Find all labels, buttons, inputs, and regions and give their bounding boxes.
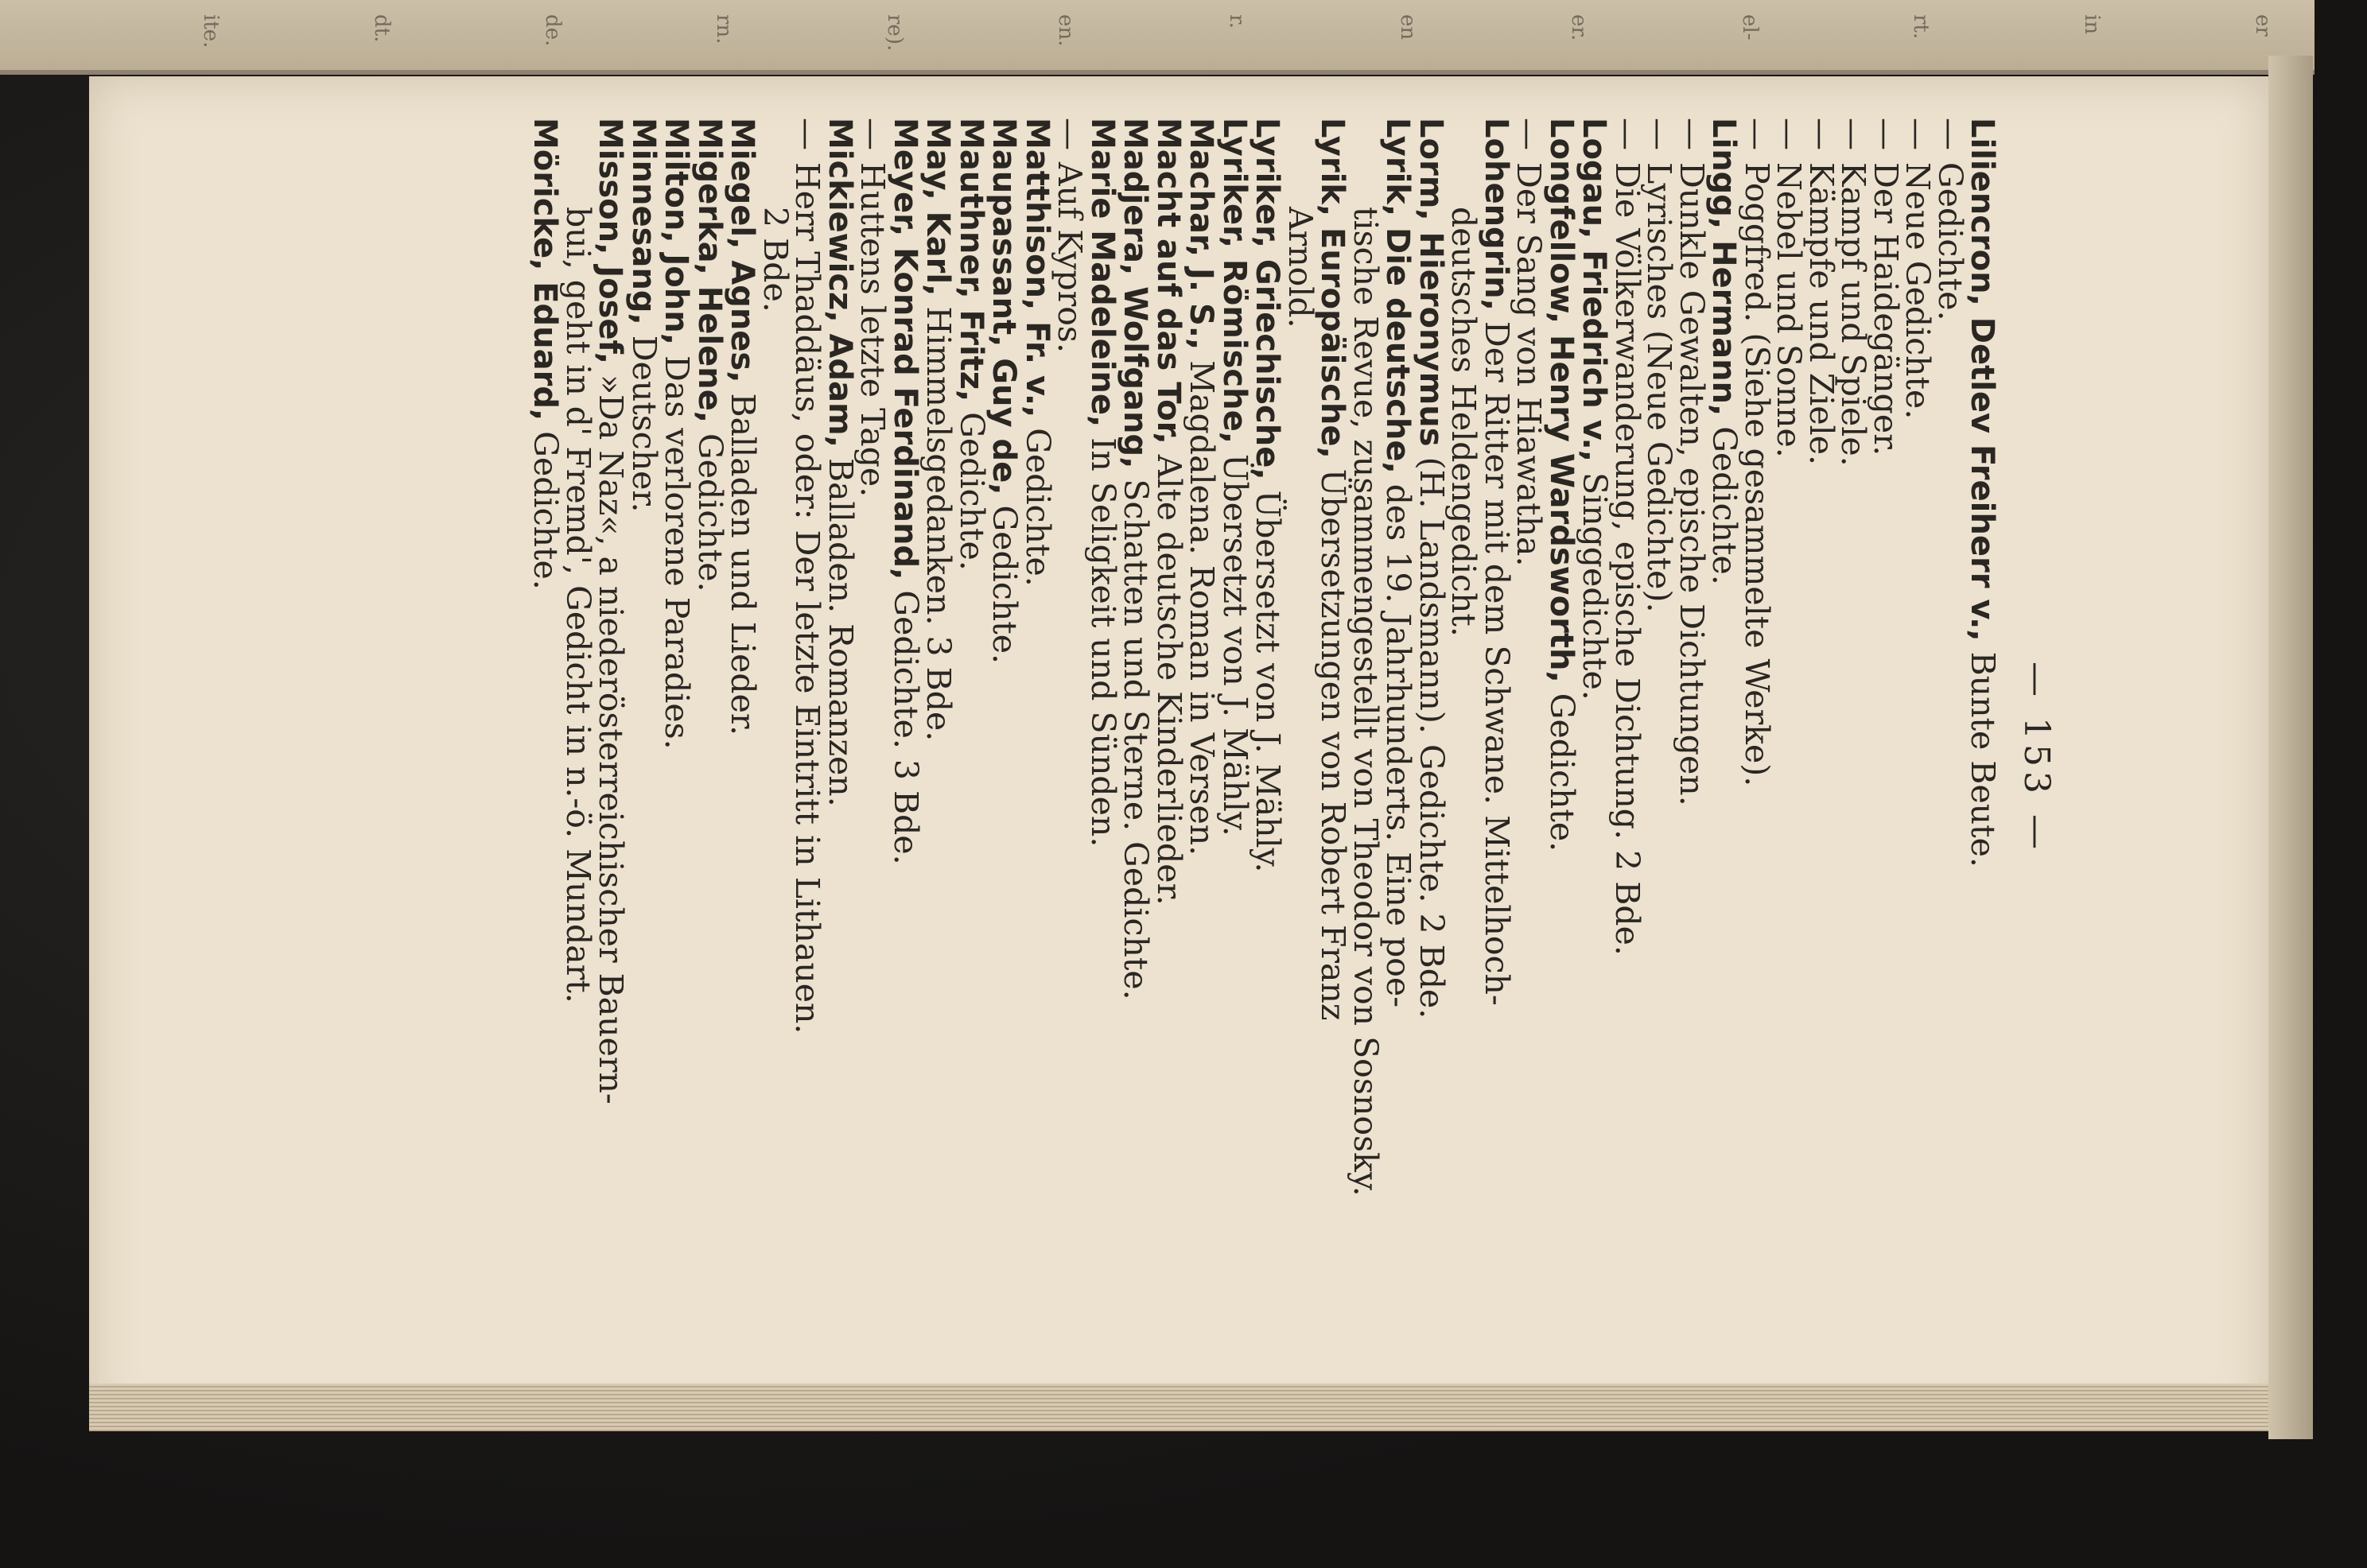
catalog-entry <box>889 118 923 1430</box>
previous-page-fragment: ite. <box>199 14 223 49</box>
ditto-dash: — <box>1931 118 1969 150</box>
entry-author: Marie Madeleine, <box>1084 118 1121 428</box>
previous-page-fragment: dt. <box>370 14 394 43</box>
entry-title: Neue Gedichte. <box>1899 162 1938 420</box>
entry-title: Poggfred. (Siehe gesammelte Werke). <box>1738 162 1776 787</box>
entry-author: Maupassant, Guy de, <box>985 118 1023 495</box>
entry-title: Himmelsgedanken. 3 Bde. <box>919 296 958 742</box>
catalog-entry <box>1218 118 1252 1430</box>
entry-author: Minnesang, <box>625 118 662 325</box>
entry-title: Gedichte. <box>1931 162 1969 321</box>
entry-title: Gedichte. <box>1019 417 1057 587</box>
ditto-dash: — <box>853 118 892 150</box>
ditto-dash: — <box>1899 118 1938 150</box>
previous-page-fragment: er <box>2251 14 2275 37</box>
previous-page-fragment: re). <box>883 14 907 52</box>
entry-title: (H. Landsmann). Gedichte. 2 Bde. <box>1413 446 1451 1019</box>
previous-page-edge <box>0 0 2315 75</box>
entry-author: Longfellow, Henry Wardsworth, <box>1543 118 1580 683</box>
entry-title: Singgedichte. <box>1576 461 1615 701</box>
entry-author: Macht auf das Tor, <box>1150 118 1187 444</box>
entry-title: Gedichte. <box>527 421 566 590</box>
entry-title: Der Haidegänger. <box>1867 162 1905 456</box>
catalog-entry <box>985 118 1024 1430</box>
entry-title: Bunte Beute. <box>1964 641 2003 867</box>
entry-title: des 19. Jahrhunderts. Eine poe- <box>1379 473 1418 1008</box>
entry-title: Übersetzt von J. Mähly. <box>1249 479 1288 873</box>
ditto-dash: — <box>1673 118 1711 150</box>
catalog-entry <box>1444 118 1516 1430</box>
ditto-dash: — <box>1770 118 1809 150</box>
catalog-entry <box>1086 118 1120 1430</box>
entry-author: Milton, John, <box>658 118 695 345</box>
page-number: — 153 — <box>2016 662 2057 854</box>
entry-author: Lyriker, Römische, <box>1216 118 1253 444</box>
catalog-entry <box>1673 118 1711 1430</box>
entry-title: Der Sang von Hiawatha. <box>1510 162 1549 567</box>
ditto-dash: — <box>1640 118 1679 150</box>
entry-title: Übersetzt von J. Mähly. <box>1216 443 1254 836</box>
catalog-entry <box>1347 118 1418 1430</box>
entry-title: Die Völkerwanderung, epische Dichtung. 2 Bde. <box>1608 162 1646 956</box>
catalog-entry <box>1576 118 1615 1430</box>
catalog-entry <box>1640 118 1679 1430</box>
catalog-entry <box>1705 118 1744 1430</box>
catalog-entry <box>1051 118 1090 1430</box>
catalog-entry <box>691 118 729 1430</box>
entry-title: Gedichte. <box>1705 416 1744 585</box>
catalog-entry <box>1931 118 1969 1430</box>
catalog-entry <box>1183 118 1222 1430</box>
catalog-entry <box>658 118 697 1430</box>
entry-continuation: bui, geht in d' Fremd', Gedicht in n.-ö. Mundart. <box>559 207 597 1003</box>
catalog-entry <box>1117 118 1156 1430</box>
entry-author: Lorm, Hieronymus <box>1413 118 1449 447</box>
ditto-dash: — <box>1510 118 1549 150</box>
ditto-dash: — <box>1802 118 1840 150</box>
entry-title: Schatten und Sterne. Gedichte. <box>1117 468 1156 1000</box>
catalog-entry <box>724 118 763 1430</box>
catalog-entries <box>527 118 2003 1430</box>
entry-author: Mauthner, Fritz, <box>953 118 989 402</box>
catalog-entry <box>1413 118 1451 1430</box>
catalog-entry <box>919 118 958 1430</box>
catalog-entry <box>822 118 860 1430</box>
catalog-entry <box>955 118 989 1430</box>
entry-title: Lyrisches (Neue Gedichte). <box>1640 162 1679 613</box>
previous-page-fragment: en. <box>1054 14 1078 47</box>
previous-page-fragment: rt. <box>1909 14 1933 40</box>
catalog-entry <box>853 118 892 1430</box>
entry-author: Lyrik, Europäische, <box>1314 118 1351 459</box>
ditto-dash: — <box>788 118 827 150</box>
entry-author: May, Karl, <box>919 118 957 297</box>
entry-title: Gedichte. 3 Bde. <box>887 580 925 865</box>
ditto-dash: — <box>1051 118 1090 150</box>
entry-title: Gedichte. <box>1543 682 1581 852</box>
catalog-entry <box>1834 118 1873 1430</box>
entry-author: Liliencron, Detlev Freiherr v., <box>1964 118 2001 642</box>
entry-author: Lyriker, Griechische, <box>1249 118 1286 480</box>
entry-title: Übersetzungen von Robert Franz <box>1314 458 1353 1021</box>
catalog-entry <box>1867 118 1905 1430</box>
entry-author: Miegel, Agnes, <box>724 118 761 383</box>
ditto-dash: — <box>1867 118 1905 150</box>
entry-author: Madjera, Wolfgang, <box>1117 118 1154 469</box>
entry-author: Lyrik, Die deutsche, <box>1379 118 1417 474</box>
page-text-column <box>527 118 2057 1430</box>
catalog-entry <box>1510 118 1549 1430</box>
entry-title: Magdalena. Roman in Versen. <box>1183 350 1222 856</box>
entry-title: Balladen. Romanzen. <box>822 447 860 807</box>
entry-title: In Seligkeit und Sünden. <box>1084 427 1122 848</box>
entry-title: Das verlorene Paradies. <box>658 344 697 750</box>
entry-title: Gedichte. <box>985 495 1024 665</box>
entry-author: Mickiewicz, Adam, <box>822 118 858 448</box>
entry-continuation: Arnold. <box>1281 207 1320 328</box>
entry-title: »Da Naz«, a niederösterreichischer Bauern- <box>592 363 631 1104</box>
catalog-entry <box>559 118 631 1430</box>
catalog-entry <box>1021 118 1055 1430</box>
catalog-entry <box>1545 118 1579 1430</box>
entry-title: Deutscher. <box>625 324 663 513</box>
ditto-dash: — <box>1834 118 1873 150</box>
catalog-entry <box>756 118 827 1430</box>
ditto-dash: — <box>1608 118 1646 150</box>
entry-author: Lohengrin, <box>1478 118 1514 311</box>
entry-author: Meyer, Konrad Ferdinand, <box>887 118 923 580</box>
entry-author: Machar, J. S., <box>1183 118 1220 351</box>
book-spine-gutter <box>2268 56 2313 1439</box>
entry-continuation: tische Revue, zusammengestellt von Theodor von Sosnosky. <box>1347 207 1385 1197</box>
previous-page-fragment: de. <box>541 14 565 47</box>
entry-title: Gedichte. <box>953 402 991 571</box>
previous-page-fragment: er. <box>1567 14 1591 41</box>
previous-page-fragment: in <box>2080 14 2104 35</box>
entry-title: Der Ritter mit dem Schwane. Mittelhoch- <box>1478 310 1516 1006</box>
entry-continuation: deutsches Heldengedicht. <box>1444 207 1483 637</box>
entry-title: Nebel und Sonne. <box>1770 162 1809 458</box>
catalog-entry <box>1152 118 1186 1430</box>
catalog-entry <box>1249 118 1288 1430</box>
entry-title: Gedichte. <box>691 422 729 592</box>
entry-title: Kampf und Spiele. <box>1834 162 1873 467</box>
entry-title: Herr Thaddäus, oder: Der letzte Eintritt in Lithauen. <box>788 162 827 1034</box>
previous-page-fragments <box>0 0 2315 70</box>
ditto-dash: — <box>1738 118 1776 150</box>
entry-author: Migerka, Helene, <box>691 118 728 423</box>
catalog-entry <box>1281 118 1353 1430</box>
entry-continuation: 2 Bde. <box>756 207 795 312</box>
previous-page-fragment: el- <box>1738 14 1762 41</box>
catalog-entry <box>1770 118 1809 1430</box>
entry-title: Dunkle Gewalten, epische Dichtungen. <box>1673 162 1711 806</box>
catalog-entry <box>1608 118 1646 1430</box>
entry-title: Huttens letzte Tage. <box>853 162 892 498</box>
catalog-entry <box>527 118 566 1430</box>
entry-author: Logau, Friedrich v., <box>1576 118 1613 462</box>
entry-author: Misson, Josef, <box>592 118 629 364</box>
catalog-entry <box>1738 118 1776 1430</box>
catalog-entry <box>1899 118 1938 1430</box>
entry-author: Lingg, Hermann, <box>1705 118 1743 417</box>
entry-title: Balladen und Lieder. <box>724 382 763 735</box>
catalog-entry <box>1964 118 2003 1430</box>
previous-page-fragment: en <box>1396 14 1420 41</box>
previous-page-fragment: rn. <box>712 14 736 45</box>
catalog-entry <box>625 118 663 1430</box>
entry-author: Möricke, Eduard, <box>527 118 564 421</box>
catalog-entry <box>1802 118 1840 1430</box>
entry-title: Auf Kypros. <box>1051 162 1090 353</box>
entry-author: Matthison, Fr. v., <box>1019 118 1055 418</box>
entry-title: Kämpfe und Ziele. <box>1802 162 1840 466</box>
entry-title: Alte deutsche Kinderlieder. <box>1150 444 1188 906</box>
previous-page-fragment: r. <box>1225 14 1249 29</box>
